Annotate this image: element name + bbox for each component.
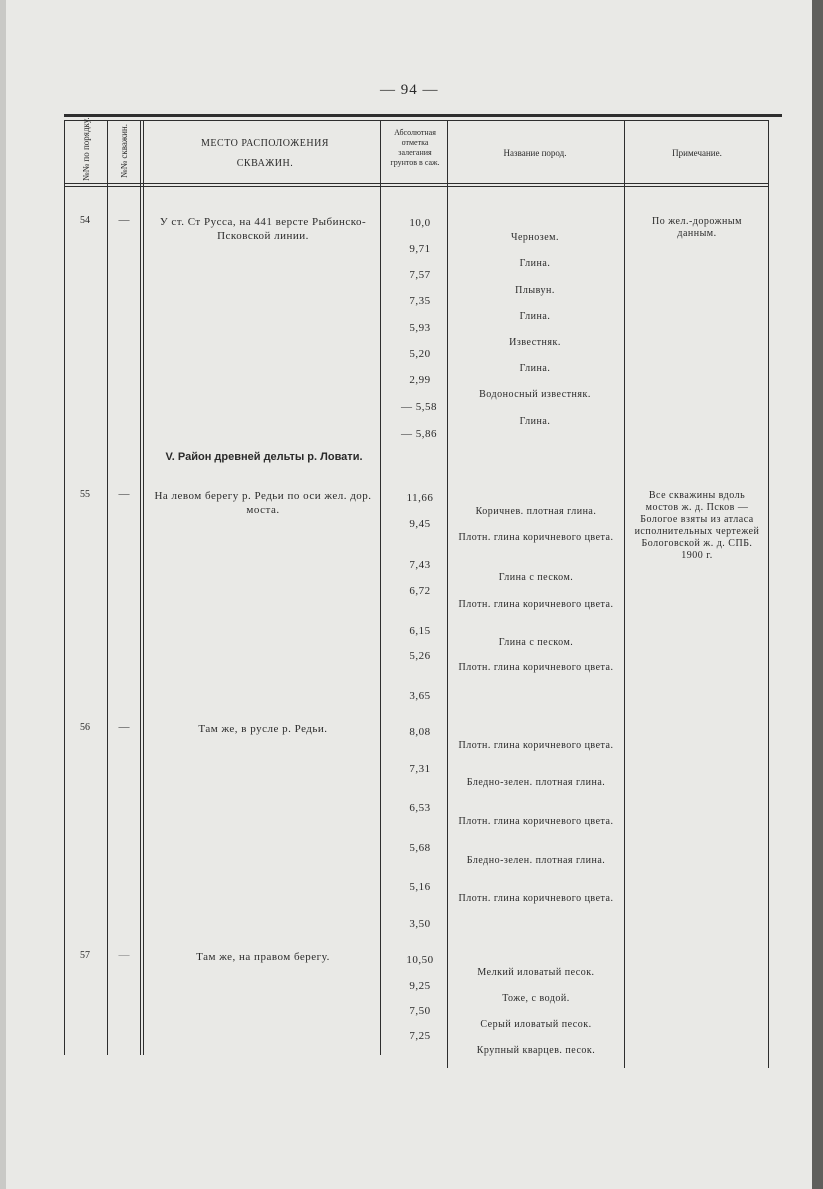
rock-name: Известняк. [509, 337, 561, 348]
section-heading: V. Район древней дельты р. Ловати. [165, 451, 363, 463]
elevation: 7,25 [409, 1030, 431, 1042]
rock-name: Плотн. глина коричневого цвета. [458, 893, 614, 904]
col-line [624, 120, 625, 1068]
header-location: МЕСТО РАСПОЛОЖЕНИЯ СКВАЖИН. [201, 138, 329, 169]
location: У ст. Ст Русса, на 441 версте Рыбинско-Псковской линии. [159, 216, 367, 242]
rock-name: Плотн. глина коричневого цвета. [458, 599, 614, 610]
col-line [140, 120, 141, 1055]
well-number: — [118, 488, 130, 500]
row-number: 55 [80, 489, 90, 500]
elevation: 10,0 [409, 217, 431, 229]
header-rule-2 [64, 186, 768, 187]
col-line [107, 120, 108, 1055]
elevation: 2,99 [409, 374, 431, 386]
elevation: 11,66 [406, 492, 434, 504]
elevation: 7,50 [409, 1005, 431, 1017]
well-number: — [118, 949, 130, 961]
page-number: — 94 — [380, 82, 439, 98]
well-number: — [118, 214, 130, 226]
elevation: 5,20 [409, 348, 431, 360]
rock-name: Серый иловатый песок. [480, 1019, 592, 1030]
elevation: 9,25 [409, 980, 431, 992]
top-rule [64, 114, 782, 117]
elevation: 6,15 [409, 625, 431, 637]
elevation: 5,16 [409, 881, 431, 893]
col-line [380, 120, 381, 1055]
elevation: 7,35 [409, 295, 431, 307]
elevation: 10,50 [406, 954, 434, 966]
col-line [768, 120, 769, 1068]
header-well: №№ скважин. [119, 123, 129, 179]
elevation: — 5,86 [401, 428, 437, 440]
elevation: 6,72 [409, 585, 431, 597]
note: По жел.-дорожным данным. [652, 216, 742, 239]
header-rock: Название пород. [503, 148, 567, 158]
rock-name: Бледно-зелен. плотная глина. [466, 777, 606, 788]
header-elevation: Абсолютная отметка залегания грунтов в саж. [390, 128, 440, 167]
row-number: 56 [80, 722, 90, 733]
elevation: 6,53 [409, 802, 431, 814]
rock-name: Плывун. [515, 285, 555, 296]
rock-name: Коричнев. плотная глина. [475, 506, 597, 517]
header-rule [64, 183, 768, 184]
location: На левом берегу р. Редьи по оси жел. дор. моста. [154, 490, 372, 516]
rock-name: Крупный кварцев. песок. [476, 1045, 596, 1056]
rock-name: Тоже, с водой. [502, 993, 570, 1004]
location: Там же, на правом берегу. [196, 951, 330, 963]
col-line [64, 120, 65, 1055]
header-order: №№ по порядку. [81, 117, 91, 181]
header-note: Примечание. [672, 148, 722, 158]
top-rule-thin [64, 120, 768, 121]
rock-name: Бледно-зелен. плотная глина. [466, 855, 606, 866]
elevation: 5,26 [409, 650, 431, 662]
rock-name: Глина. [519, 258, 551, 269]
rock-name: Глина. [519, 416, 551, 427]
rock-name: Глина. [519, 363, 551, 374]
elevation: 3,50 [409, 918, 431, 930]
rock-name: Водоносный известняк. [479, 389, 591, 400]
rock-name: Глина. [519, 311, 551, 322]
elevation: 7,43 [409, 559, 431, 571]
rock-name: Плотн. глина коричневого цвета. [458, 532, 614, 543]
rock-name: Плотн. глина коричневого цвета. [458, 740, 614, 751]
elevation: 7,57 [409, 269, 431, 281]
elevation: 5,93 [409, 322, 431, 334]
elevation: 3,65 [409, 690, 431, 702]
elevation: — 5,58 [401, 401, 437, 413]
rock-name: Плотн. глина коричневого цвета. [458, 816, 614, 827]
rock-name: Глина с песком. [498, 637, 574, 648]
rock-name: Чернозем. [510, 232, 559, 243]
col-line [447, 120, 448, 1068]
row-number: 54 [80, 215, 90, 226]
elevation: 9,45 [409, 518, 431, 530]
location: Там же, в русле р. Редьи. [198, 723, 328, 735]
well-number: — [118, 721, 130, 733]
rock-name: Мелкий иловатый песок. [477, 967, 595, 978]
rock-name: Плотн. глина коричневого цвета. [458, 662, 614, 673]
elevation: 9,71 [409, 243, 431, 255]
elevation: 7,31 [409, 763, 431, 775]
elevation: 8,08 [409, 726, 431, 738]
col-line [143, 120, 144, 1055]
row-number: 57 [80, 950, 90, 961]
page-edge-shadow [812, 0, 823, 1189]
rock-name: Глина с песком. [498, 572, 574, 583]
elevation: 5,68 [409, 842, 431, 854]
note: Все скважины вдоль мостов ж. д. Псков — Бологое взяты из атласа исполнительных чертежей Бологовской ж. д. СПБ. 1900 г. [634, 490, 760, 561]
